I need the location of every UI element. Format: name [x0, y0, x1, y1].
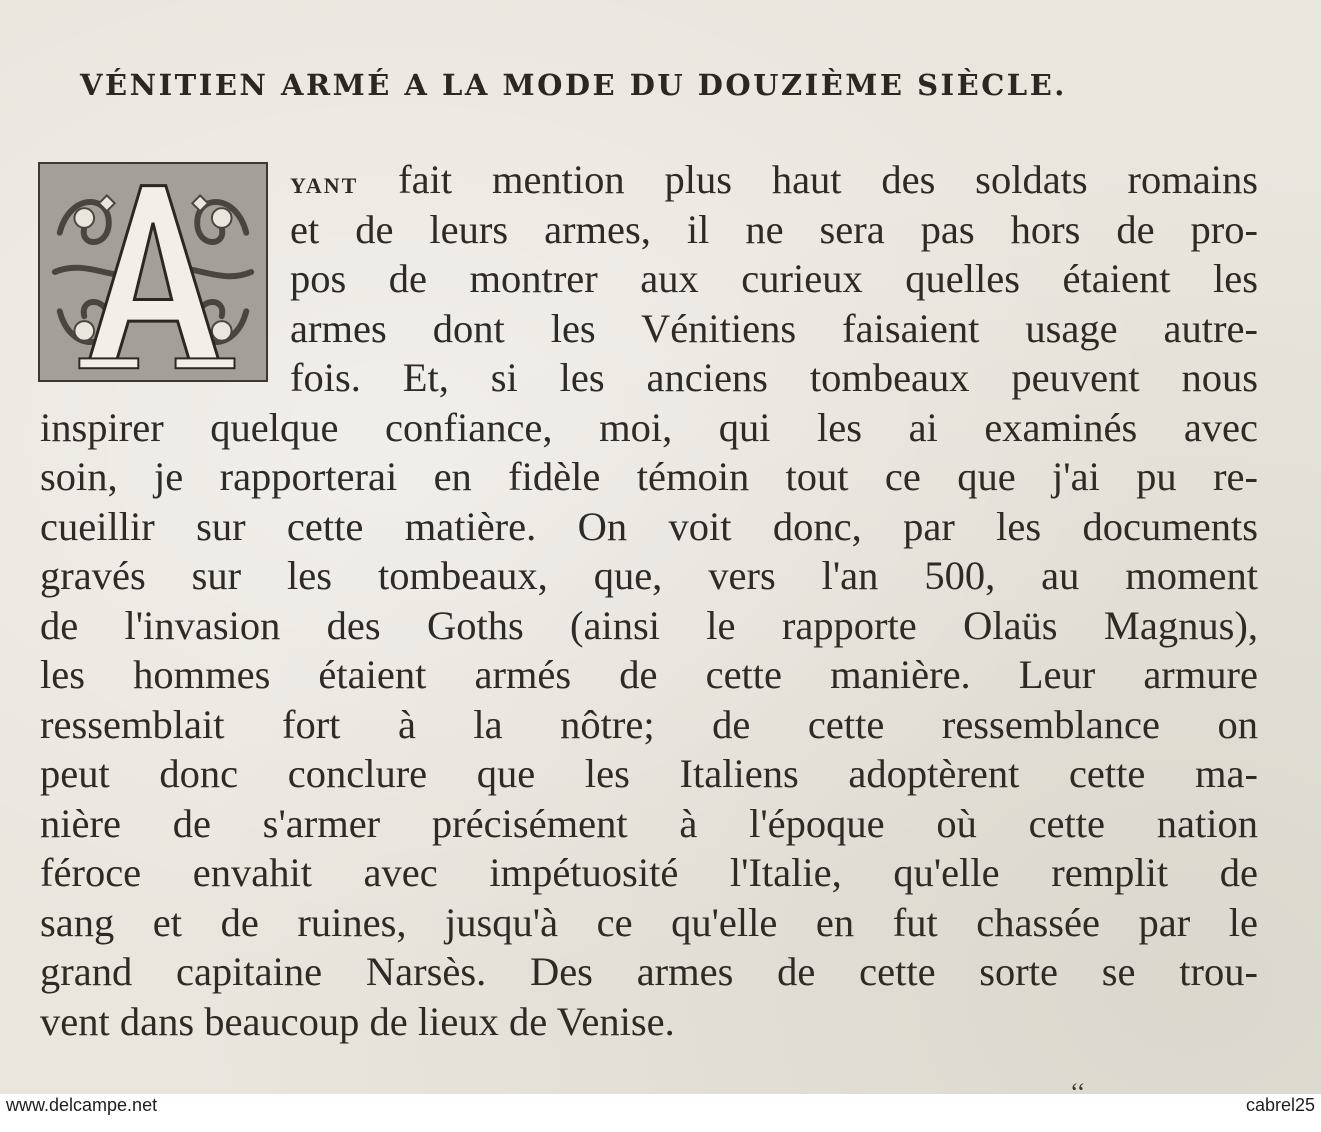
- text-line: armes dont les Vénitiens faisaient usage autre-: [290, 305, 1258, 351]
- text-line-content: fait mention plus haut des soldats romains: [358, 157, 1258, 202]
- text-line: pos de montrer aux curieux quelles étaient les: [290, 256, 1258, 301]
- text-line: [290, 155, 1258, 205]
- text-line: ressemblait fort à la nôtre; de cette ressemblance on: [40, 701, 1258, 747]
- text-line: cueillir sur cette matière. On voit donc, par les documents: [40, 503, 1258, 549]
- text-line: soin, je rapporterai en fidèle témoin tout ce que j'ai pu re-: [40, 454, 1258, 499]
- text-line: peut donc conclure que les Italiens adoptèrent cette ma-: [40, 751, 1258, 796]
- page-title: VÉNITIEN ARMÉ A LA MODE DU DOUZIÈME SIÈCLE.: [80, 68, 1067, 102]
- text-line: gravés sur les tombeaux, que, vers l'an 500, au moment: [40, 553, 1258, 598]
- text-line: et de leurs armes, il ne sera pas hors de pro-: [290, 206, 1258, 252]
- page-footer-mark: ‘‘: [1070, 1078, 1086, 1094]
- first-word-smallcaps: YANT: [290, 173, 359, 198]
- text-line: de l'invasion des Goths (ainsi le rapporte Olaüs Magnus),: [40, 602, 1258, 648]
- text-line: les hommes étaient armés de cette manière. Leur armure: [40, 652, 1258, 697]
- text-line: nière de s'armer précisément à l'époque où cette nation: [40, 800, 1258, 846]
- watermark-left: www.delcampe.net: [6, 1095, 158, 1115]
- text-line: inspirer quelque confiance, moi, qui les ai examinés avec: [40, 404, 1258, 450]
- body-paragraph: [40, 155, 1258, 1046]
- watermark-right: cabrel25: [1245, 1095, 1315, 1115]
- text-line: sang et de ruines, jusqu'à ce qu'elle en fut chassée par le: [40, 899, 1258, 945]
- text-line-last: vent dans beaucoup de lieux de Venise.: [40, 998, 675, 1044]
- text-line: grand capitaine Narsès. Des armes de cette sorte se trou-: [40, 949, 1258, 994]
- text-line: féroce envahit avec impétuosité l'Italie, qu'elle remplit de: [40, 850, 1258, 895]
- text-line: fois. Et, si les anciens tombeaux peuvent nous: [290, 355, 1258, 400]
